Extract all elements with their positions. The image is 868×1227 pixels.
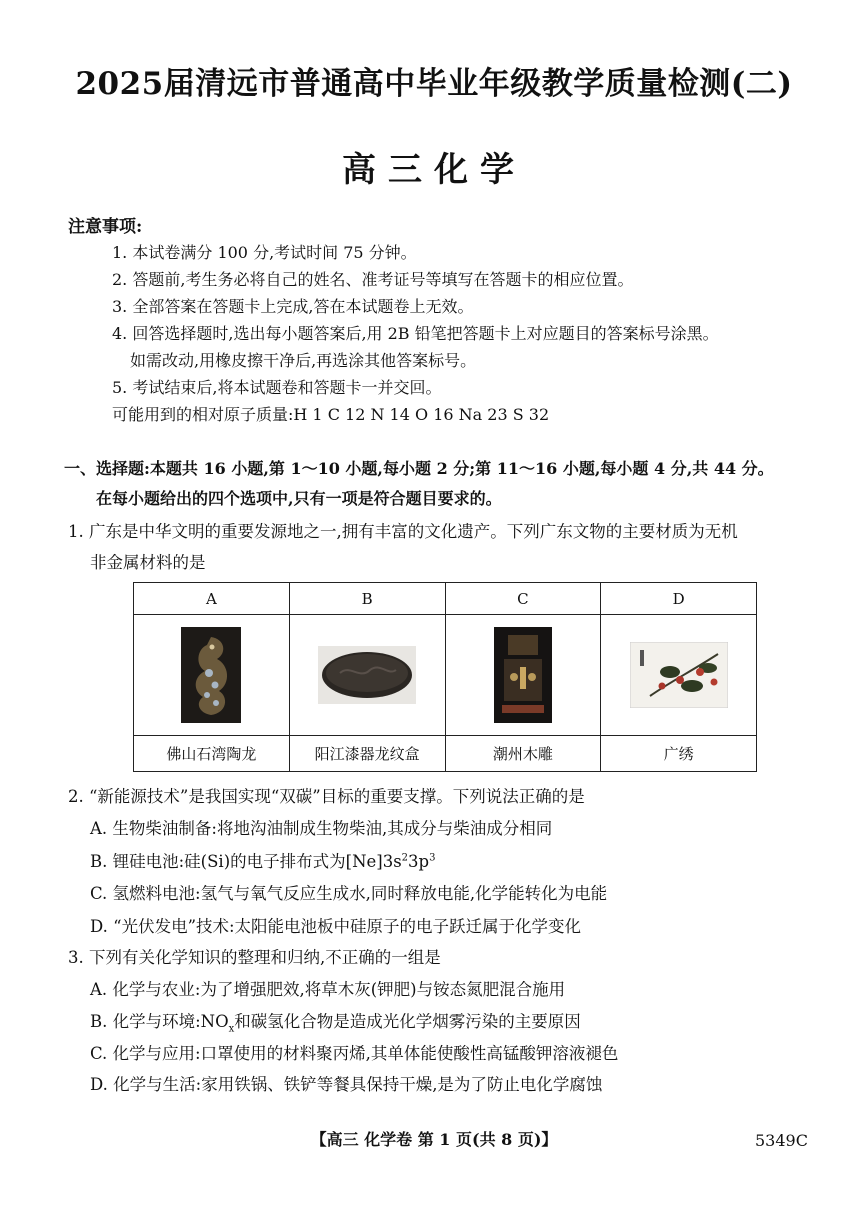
subject-title: 高三化学: [342, 150, 526, 190]
notice-item: 3. 全部答案在答题卡上完成,答在本试题卷上无效。: [112, 297, 474, 316]
embroidery-image: [630, 642, 728, 708]
wood-carving-image: [494, 627, 552, 723]
paper-code: 5349C: [755, 1131, 808, 1150]
q2-option-d: D. “光伏发电”技术:太阳能电池板中硅原子的电子跃迁属于化学变化: [90, 917, 582, 936]
atomic-masses: 可能用到的相对原子质量:H 1 C 12 N 14 O 16 Na 23 S 32: [112, 405, 550, 424]
option-letter: D: [601, 583, 757, 615]
notice-item: 4. 回答选择题时,选出每小题答案后,用 2B 铅笔把答题卡上对应题目的答案标号涂黑。: [112, 324, 719, 343]
lacquer-box-image: [318, 646, 416, 704]
superscript: 3: [429, 852, 436, 864]
ceramic-dragon-image: [181, 627, 241, 723]
q2-option-b-text: B. 锂硅电池:硅(Si)的电子排布式为[Ne]3s: [90, 852, 402, 871]
section-heading: 一、选择题:本题共 16 小题,第 1～10 小题,每小题 2 分;第 11～16 小题,每小题 4 分,共 44 分。: [64, 459, 774, 478]
option-letter: B: [289, 583, 445, 615]
q3-option-b-text: 和碳氢化合物是造成光化学烟雾污染的主要原因: [234, 1012, 581, 1031]
notice-item: 5. 考试结束后,将本试题卷和答题卡一并交回。: [112, 378, 442, 397]
subscript: x: [228, 1023, 235, 1035]
option-name: 佛山石湾陶龙: [134, 736, 290, 772]
superscript: 2: [401, 852, 409, 864]
q2-stem: 2. “新能源技术”是我国实现“双碳”目标的重要支撑。下列说法正确的是: [68, 787, 585, 806]
notice-heading: 注意事项:: [68, 217, 143, 237]
option-name: 潮州木雕: [445, 736, 601, 772]
q2-option-c: C. 氢燃料电池:氢气与氧气反应生成水,同时释放电能,化学能转化为电能: [90, 884, 608, 903]
q1-stem-cont: 非金属材料的是: [90, 553, 206, 572]
q2-option-a: A. 生物柴油制备:将地沟油制成生物柴油,其成分与柴油成分相同: [90, 819, 553, 838]
q3-option-b-text: B. 化学与环境:NO: [90, 1012, 229, 1031]
option-name: 广绣: [601, 736, 757, 772]
q3-stem: 3. 下列有关化学知识的整理和归纳,不正确的一组是: [68, 948, 441, 967]
q3-option-c: C. 化学与应用:口罩使用的材料聚丙烯,其单体能使酸性高锰酸钾溶液褪色: [90, 1044, 619, 1063]
q3-option-b: [90, 1008, 581, 1034]
q2-option-b: [90, 848, 435, 872]
notice-item: 如需改动,用橡皮擦干净后,再选涂其他答案标号。: [130, 351, 477, 370]
section-instruction: 在每小题给出的四个选项中,只有一项是符合题目要求的。: [96, 489, 502, 508]
notice-item: 1. 本试卷满分 100 分,考试时间 75 分钟。: [112, 243, 417, 262]
option-letter: A: [134, 583, 290, 615]
q2-option-b-text: 3p: [408, 852, 430, 871]
q1-options-table: [133, 582, 757, 772]
option-name: 阳江漆器龙纹盒: [289, 736, 445, 772]
q3-option-a: A. 化学与农业:为了增强肥效,将草木灰(钾肥)与铵态氮肥混合施用: [90, 980, 566, 999]
option-letter: C: [445, 583, 601, 615]
q1-stem: 1. 广东是中华文明的重要发源地之一,拥有丰富的文化遗产。下列广东文物的主要材质为无机: [68, 522, 738, 541]
notice-item: 2. 答题前,考生务必将自己的姓名、准考证号等填写在答题卡的相应位置。: [112, 270, 634, 289]
exam-title: 2025届清远市普通高中毕业年级教学质量检测(二): [75, 66, 793, 102]
q3-option-d: D. 化学与生活:家用铁锅、铁铲等餐具保持干燥,是为了防止电化学腐蚀: [90, 1075, 603, 1094]
page-footer: 【高三 化学卷 第 1 页(共 8 页)】: [310, 1130, 558, 1149]
